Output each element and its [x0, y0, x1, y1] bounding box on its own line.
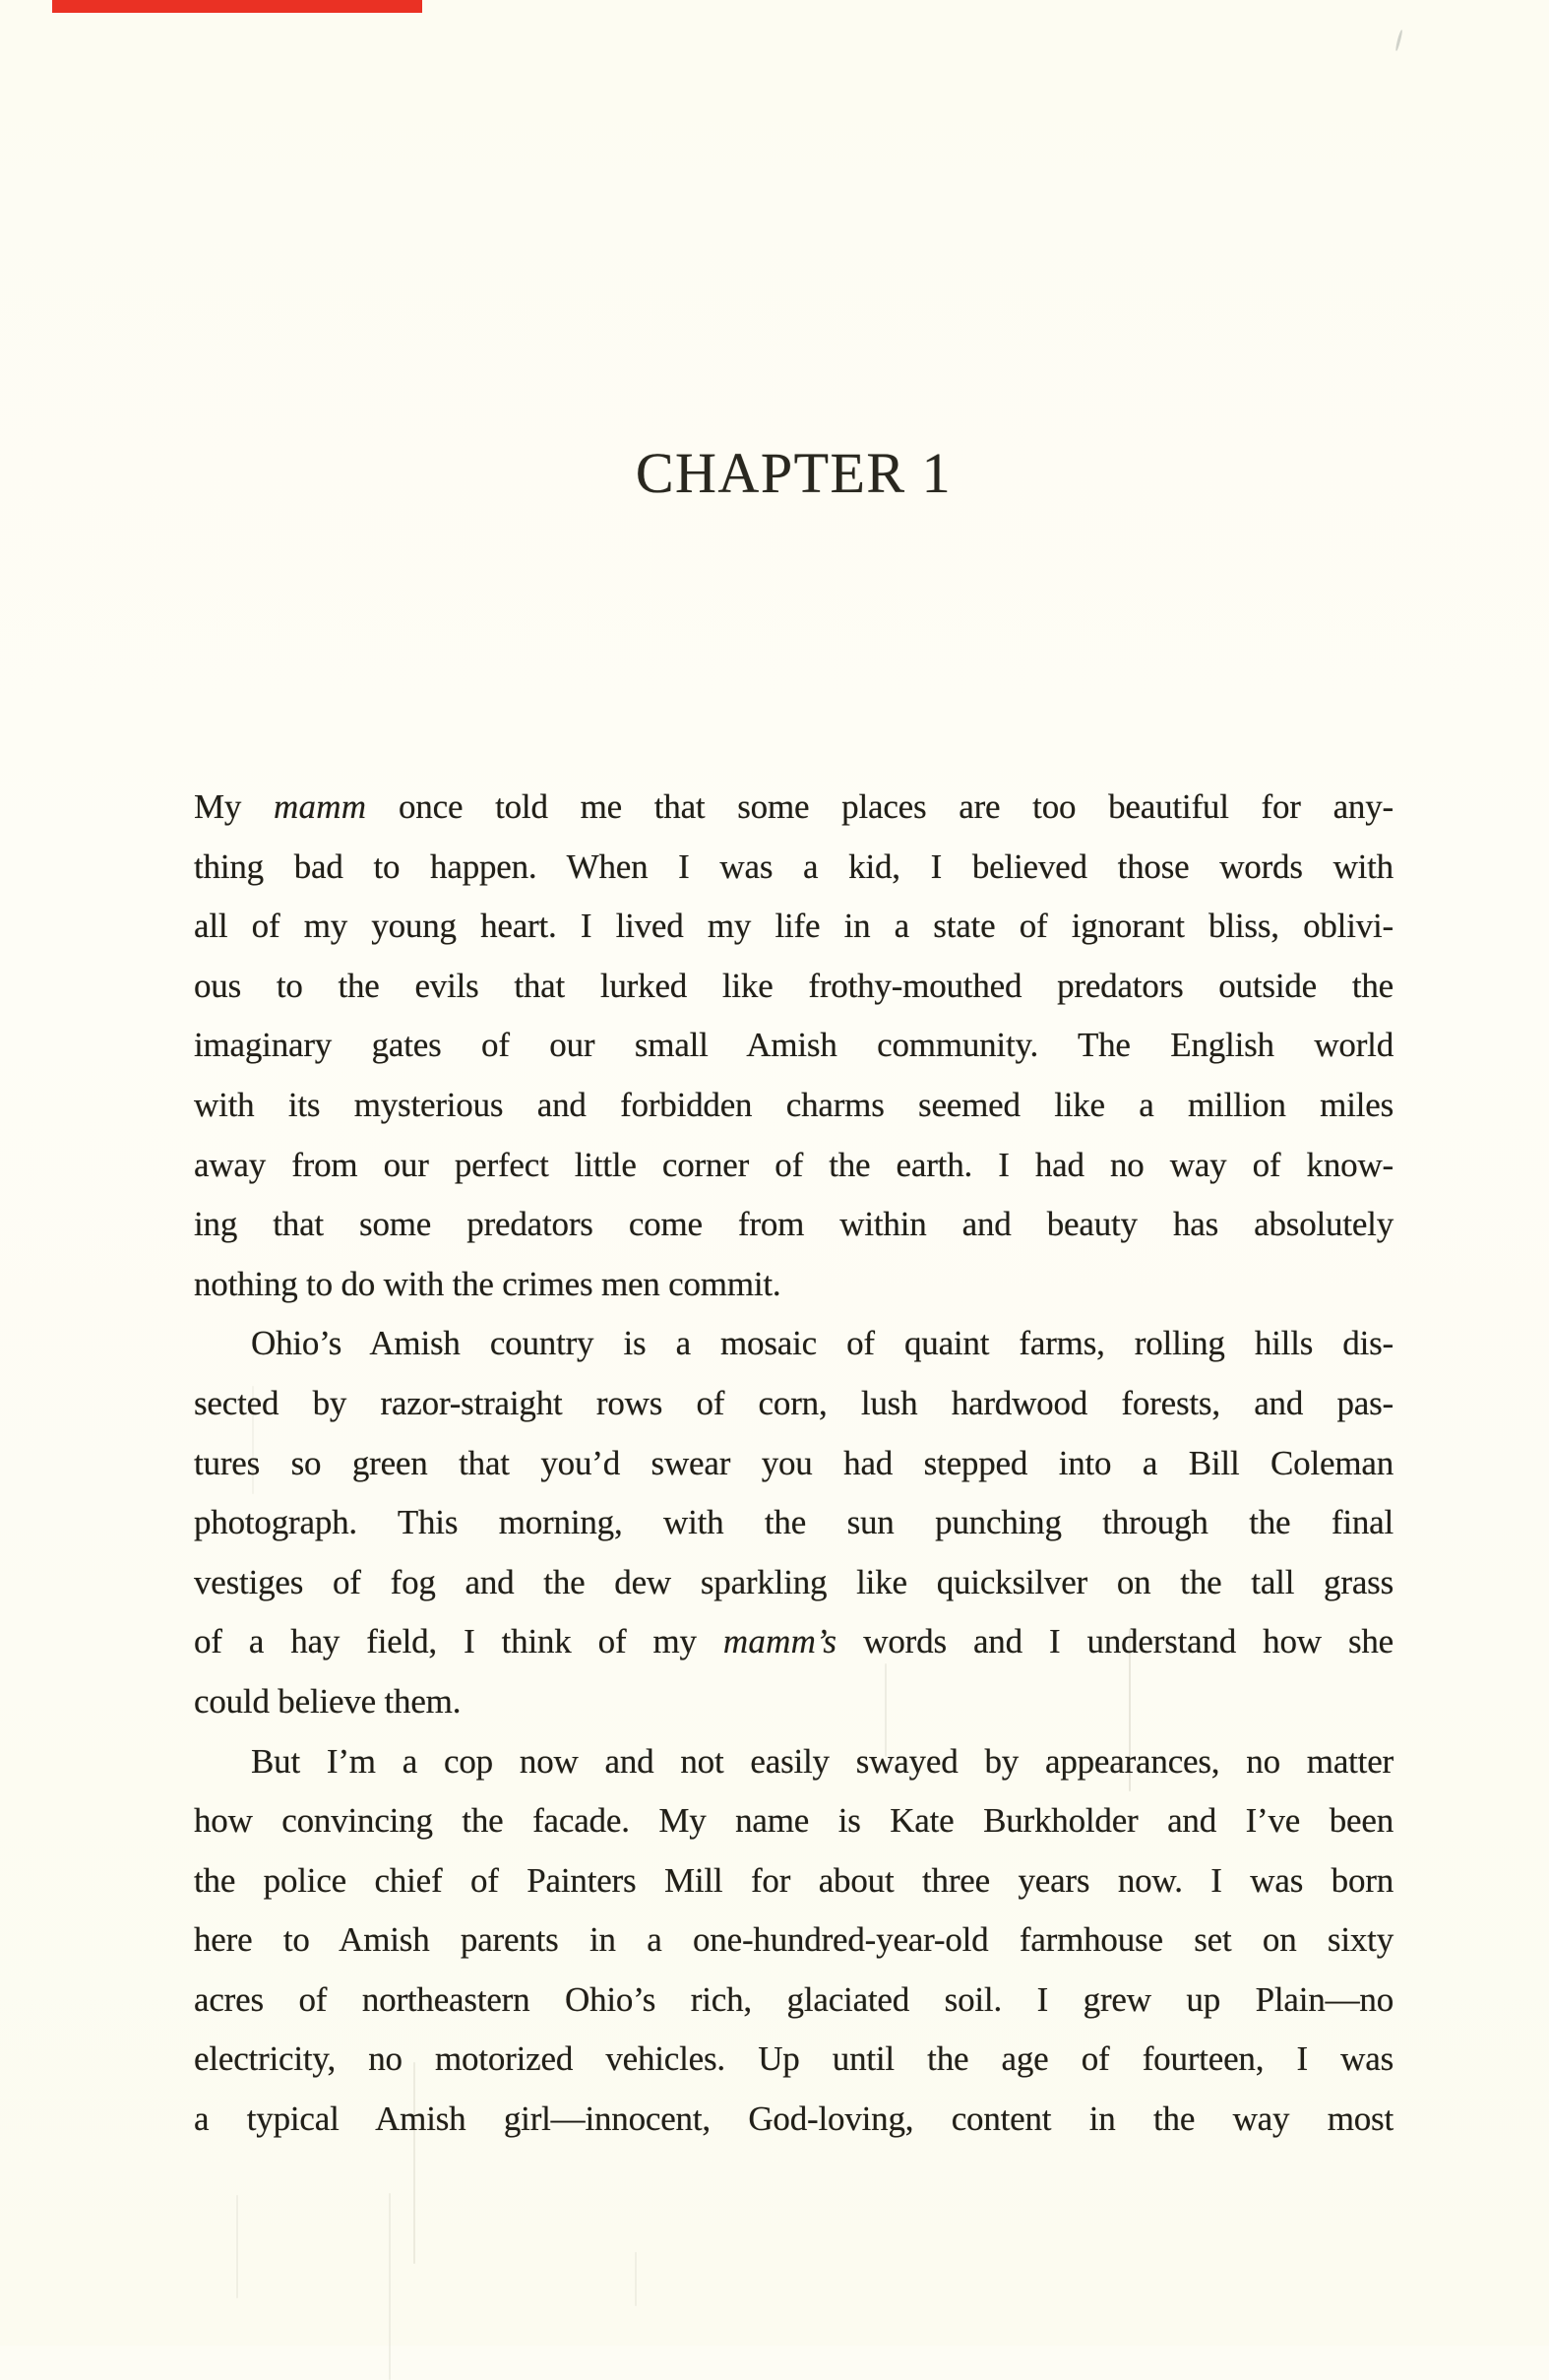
text-line: how convincing the facade. My name is Kate Burkholder and I’ve been	[194, 1801, 1394, 1841]
text-line: of a hay field, I think of my mamm’s words and I understand how she	[194, 1622, 1394, 1661]
text-line: sected by razor-straight rows of corn, lush hardwood forests, and pas-	[194, 1383, 1394, 1422]
text-line: all of my young heart. I lived my life in a state of ignorant bliss, oblivi-	[194, 907, 1394, 946]
scan-crease	[635, 2252, 637, 2306]
text-line: here to Amish parents in a one-hundred-year-old farmhouse set on sixty	[194, 1920, 1394, 1960]
scan-red-strip-artifact	[52, 0, 422, 13]
text-line: the police chief of Painters Mill for about three years now. I was born	[194, 1860, 1394, 1900]
text-line: electricity, no motorized vehicles. Up until the age of fourteen, I was	[194, 2039, 1394, 2079]
text-line: with its mysterious and forbidden charms seemed like a million miles	[194, 1085, 1394, 1124]
text-line: a typical Amish girl—innocent, God-loving, content in the way most	[194, 2099, 1394, 2139]
text-line: My mamm once told me that some places are too beautiful for any-	[194, 787, 1394, 826]
text-line: thing bad to happen. When I was a kid, I believed those words with	[194, 846, 1394, 886]
text-line: tures so green that you’d swear you had stepped into a Bill Coleman	[194, 1443, 1394, 1482]
text-line: Ohio’s Amish country is a mosaic of quaint farms, rolling hills dis-	[251, 1324, 1394, 1363]
text-line: vestiges of fog and the dew sparkling like quicksilver on the tall grass	[194, 1562, 1394, 1601]
chapter-title: CHAPTER 1	[635, 441, 953, 505]
text-line: nothing to do with the crimes men commit.	[194, 1264, 781, 1303]
text-line: imaginary gates of our small Amish community. The English world	[194, 1026, 1394, 1065]
italic-text: mamm’s	[722, 1622, 837, 1661]
text-line: photograph. This morning, with the sun punching through the final	[194, 1503, 1394, 1542]
text-line: ous to the evils that lurked like frothy-mouthed predators outside the	[194, 966, 1394, 1005]
italic-text: mamm	[274, 787, 367, 826]
text-line: could believe them.	[194, 1681, 462, 1721]
text-line: away from our perfect little corner of the earth. I had no way of know-	[194, 1145, 1394, 1184]
scan-stray-mark	[1394, 30, 1402, 51]
scan-crease	[389, 2193, 391, 2380]
text-line: But I’m a cop now and not easily swayed by appearances, no matter	[251, 1741, 1394, 1781]
scan-crease	[236, 2195, 238, 2298]
body-text-block	[194, 778, 1394, 2150]
text-line: ing that some predators come from within and beauty has absolutely	[194, 1205, 1394, 1244]
text-line: acres of northeastern Ohio’s rich, glaciated soil. I grew up Plain—no	[194, 1979, 1394, 2019]
